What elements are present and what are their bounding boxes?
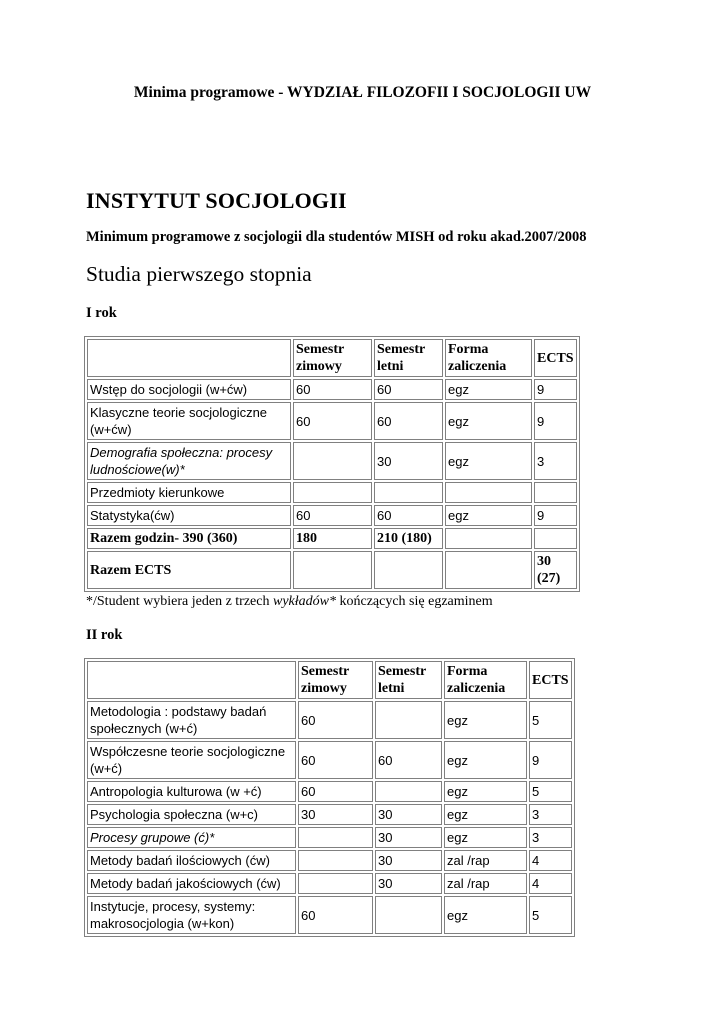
course-name: Klasyczne teorie socjologiczne (w+ćw): [87, 402, 291, 440]
cell-summer: [374, 482, 443, 503]
table-row: [87, 379, 577, 400]
header-cell-empty: [87, 661, 296, 699]
cell-ects: 5: [529, 896, 572, 934]
table-row: [87, 827, 572, 848]
cell-form: egz: [444, 741, 527, 779]
cell-summer: 30: [375, 804, 442, 825]
cell-ects: 9: [534, 379, 577, 400]
cell-form: egz: [444, 781, 527, 802]
cell-form: egz: [444, 827, 527, 848]
year1-table: [84, 336, 580, 592]
table-row: [87, 850, 572, 871]
header-semestr-zimowy: Semestr zimowy: [298, 661, 373, 699]
cell-winter: [293, 482, 372, 503]
header-ects: ECTS: [534, 339, 577, 377]
header-ects: ECTS: [529, 661, 572, 699]
total-hours-summer: 210 (180): [374, 528, 443, 549]
footnote-text-end: kończących się egzaminem: [335, 594, 493, 609]
table-header-row: [87, 661, 572, 699]
cell-ects: 3: [529, 804, 572, 825]
cell-ects: 3: [534, 442, 577, 480]
institute-heading: INSTYTUT SOCJOLOGII: [86, 188, 347, 213]
year1-heading: I rok: [86, 305, 117, 321]
table-row: [87, 804, 572, 825]
cell-summer: 30: [375, 827, 442, 848]
cell-winter: [293, 442, 372, 480]
cell-ects: 9: [534, 402, 577, 440]
course-name: Metody badań ilościowych (ćw): [87, 850, 296, 871]
cell-winter: 60: [293, 505, 372, 526]
table-header-row: [87, 339, 577, 377]
cell-form: egz: [445, 505, 532, 526]
cell-summer: 30: [375, 850, 442, 871]
table-row: [87, 741, 572, 779]
header-semestr-letni: Semestr letni: [374, 339, 443, 377]
cell-winter: [298, 827, 373, 848]
cell-form: egz: [444, 804, 527, 825]
cell-form: egz: [445, 379, 532, 400]
cell-winter: 60: [298, 781, 373, 802]
cell-winter: [293, 551, 372, 589]
course-name: Statystyka(ćw): [87, 505, 291, 526]
table-row: [87, 482, 577, 503]
table-row: [87, 442, 577, 480]
cell-winter: 60: [293, 379, 372, 400]
footnote-text-italic: wykładów*: [272, 594, 336, 609]
cell-winter: [298, 850, 373, 871]
table-row-total-ects: [87, 551, 577, 589]
cell-summer: 60: [374, 379, 443, 400]
cell-form: zal /rap: [444, 873, 527, 894]
cell-summer: 30: [374, 442, 443, 480]
cell-ects: 9: [529, 741, 572, 779]
cell-form: [445, 551, 532, 589]
table-row: [87, 701, 572, 739]
cell-winter: 60: [298, 741, 373, 779]
table-row: [87, 896, 572, 934]
header-semestr-zimowy: Semestr zimowy: [293, 339, 372, 377]
minimum-heading: Minimum programowe z socjologii dla studentów MISH od roku akad.2007/2008: [86, 229, 587, 245]
cell-winter: 60: [298, 701, 373, 739]
table-row: [87, 402, 577, 440]
cell-summer: [375, 781, 442, 802]
header-forma-zaliczenia: Forma zaliczenia: [445, 339, 532, 377]
header-semestr-letni: Semestr letni: [375, 661, 442, 699]
page-header: Minima programowe - WYDZIAŁ FILOZOFII I SOCJOLOGII UW: [133, 84, 592, 101]
cell-summer: [374, 551, 443, 589]
cell-winter: 30: [298, 804, 373, 825]
course-name: Procesy grupowe (ć)*: [87, 827, 296, 848]
table-row-total-hours: [87, 528, 577, 549]
footnote: [86, 594, 493, 610]
course-name: Instytucje, procesy, systemy: makrosocjologia (w+kon): [87, 896, 296, 934]
cell-summer: 30: [375, 873, 442, 894]
cell-ects: 9: [534, 505, 577, 526]
studia-heading: Studia pierwszego stopnia: [86, 262, 312, 286]
cell-summer: 60: [375, 741, 442, 779]
course-name: Współczesne teorie socjologiczne (w+ć): [87, 741, 296, 779]
cell-ects: 4: [529, 850, 572, 871]
course-name: Antropologia kulturowa (w +ć): [87, 781, 296, 802]
cell-ects: 5: [529, 701, 572, 739]
course-name: Przedmioty kierunkowe: [87, 482, 291, 503]
cell-form: egz: [444, 896, 527, 934]
cell-ects: [534, 528, 577, 549]
course-name: Psychologia społeczna (w+c): [87, 804, 296, 825]
cell-winter: 60: [298, 896, 373, 934]
course-name: Demografia społeczna: procesy ludnościowe(w)*: [87, 442, 291, 480]
cell-ects: 4: [529, 873, 572, 894]
cell-ects: 3: [529, 827, 572, 848]
cell-summer: 60: [374, 505, 443, 526]
cell-form: [445, 528, 532, 549]
table-row: [87, 873, 572, 894]
cell-form: zal /rap: [444, 850, 527, 871]
table-row: [87, 505, 577, 526]
year2-table: [84, 658, 575, 937]
total-hours-winter: 180: [293, 528, 372, 549]
cell-summer: [375, 701, 442, 739]
cell-form: egz: [444, 701, 527, 739]
table-row: [87, 781, 572, 802]
course-name: Metodologia : podstawy badań społecznych (w+ć): [87, 701, 296, 739]
cell-form: egz: [445, 402, 532, 440]
cell-winter: [298, 873, 373, 894]
header-forma-zaliczenia: Forma zaliczenia: [444, 661, 527, 699]
footnote-text-start: */Student wybiera jeden z trzech: [86, 594, 273, 609]
course-name: Metody badań jakościowych (ćw): [87, 873, 296, 894]
cell-form: [445, 482, 532, 503]
course-name: Wstęp do socjologii (w+ćw): [87, 379, 291, 400]
header-cell-empty: [87, 339, 291, 377]
total-ects-value: 30 (27): [534, 551, 577, 589]
year2-heading: II rok: [86, 627, 123, 643]
cell-summer: [375, 896, 442, 934]
cell-winter: 60: [293, 402, 372, 440]
total-hours-label: Razem godzin- 390 (360): [87, 528, 291, 549]
cell-ects: 5: [529, 781, 572, 802]
total-ects-label: Razem ECTS: [87, 551, 291, 589]
cell-form: egz: [445, 442, 532, 480]
cell-summer: 60: [374, 402, 443, 440]
cell-ects: [534, 482, 577, 503]
